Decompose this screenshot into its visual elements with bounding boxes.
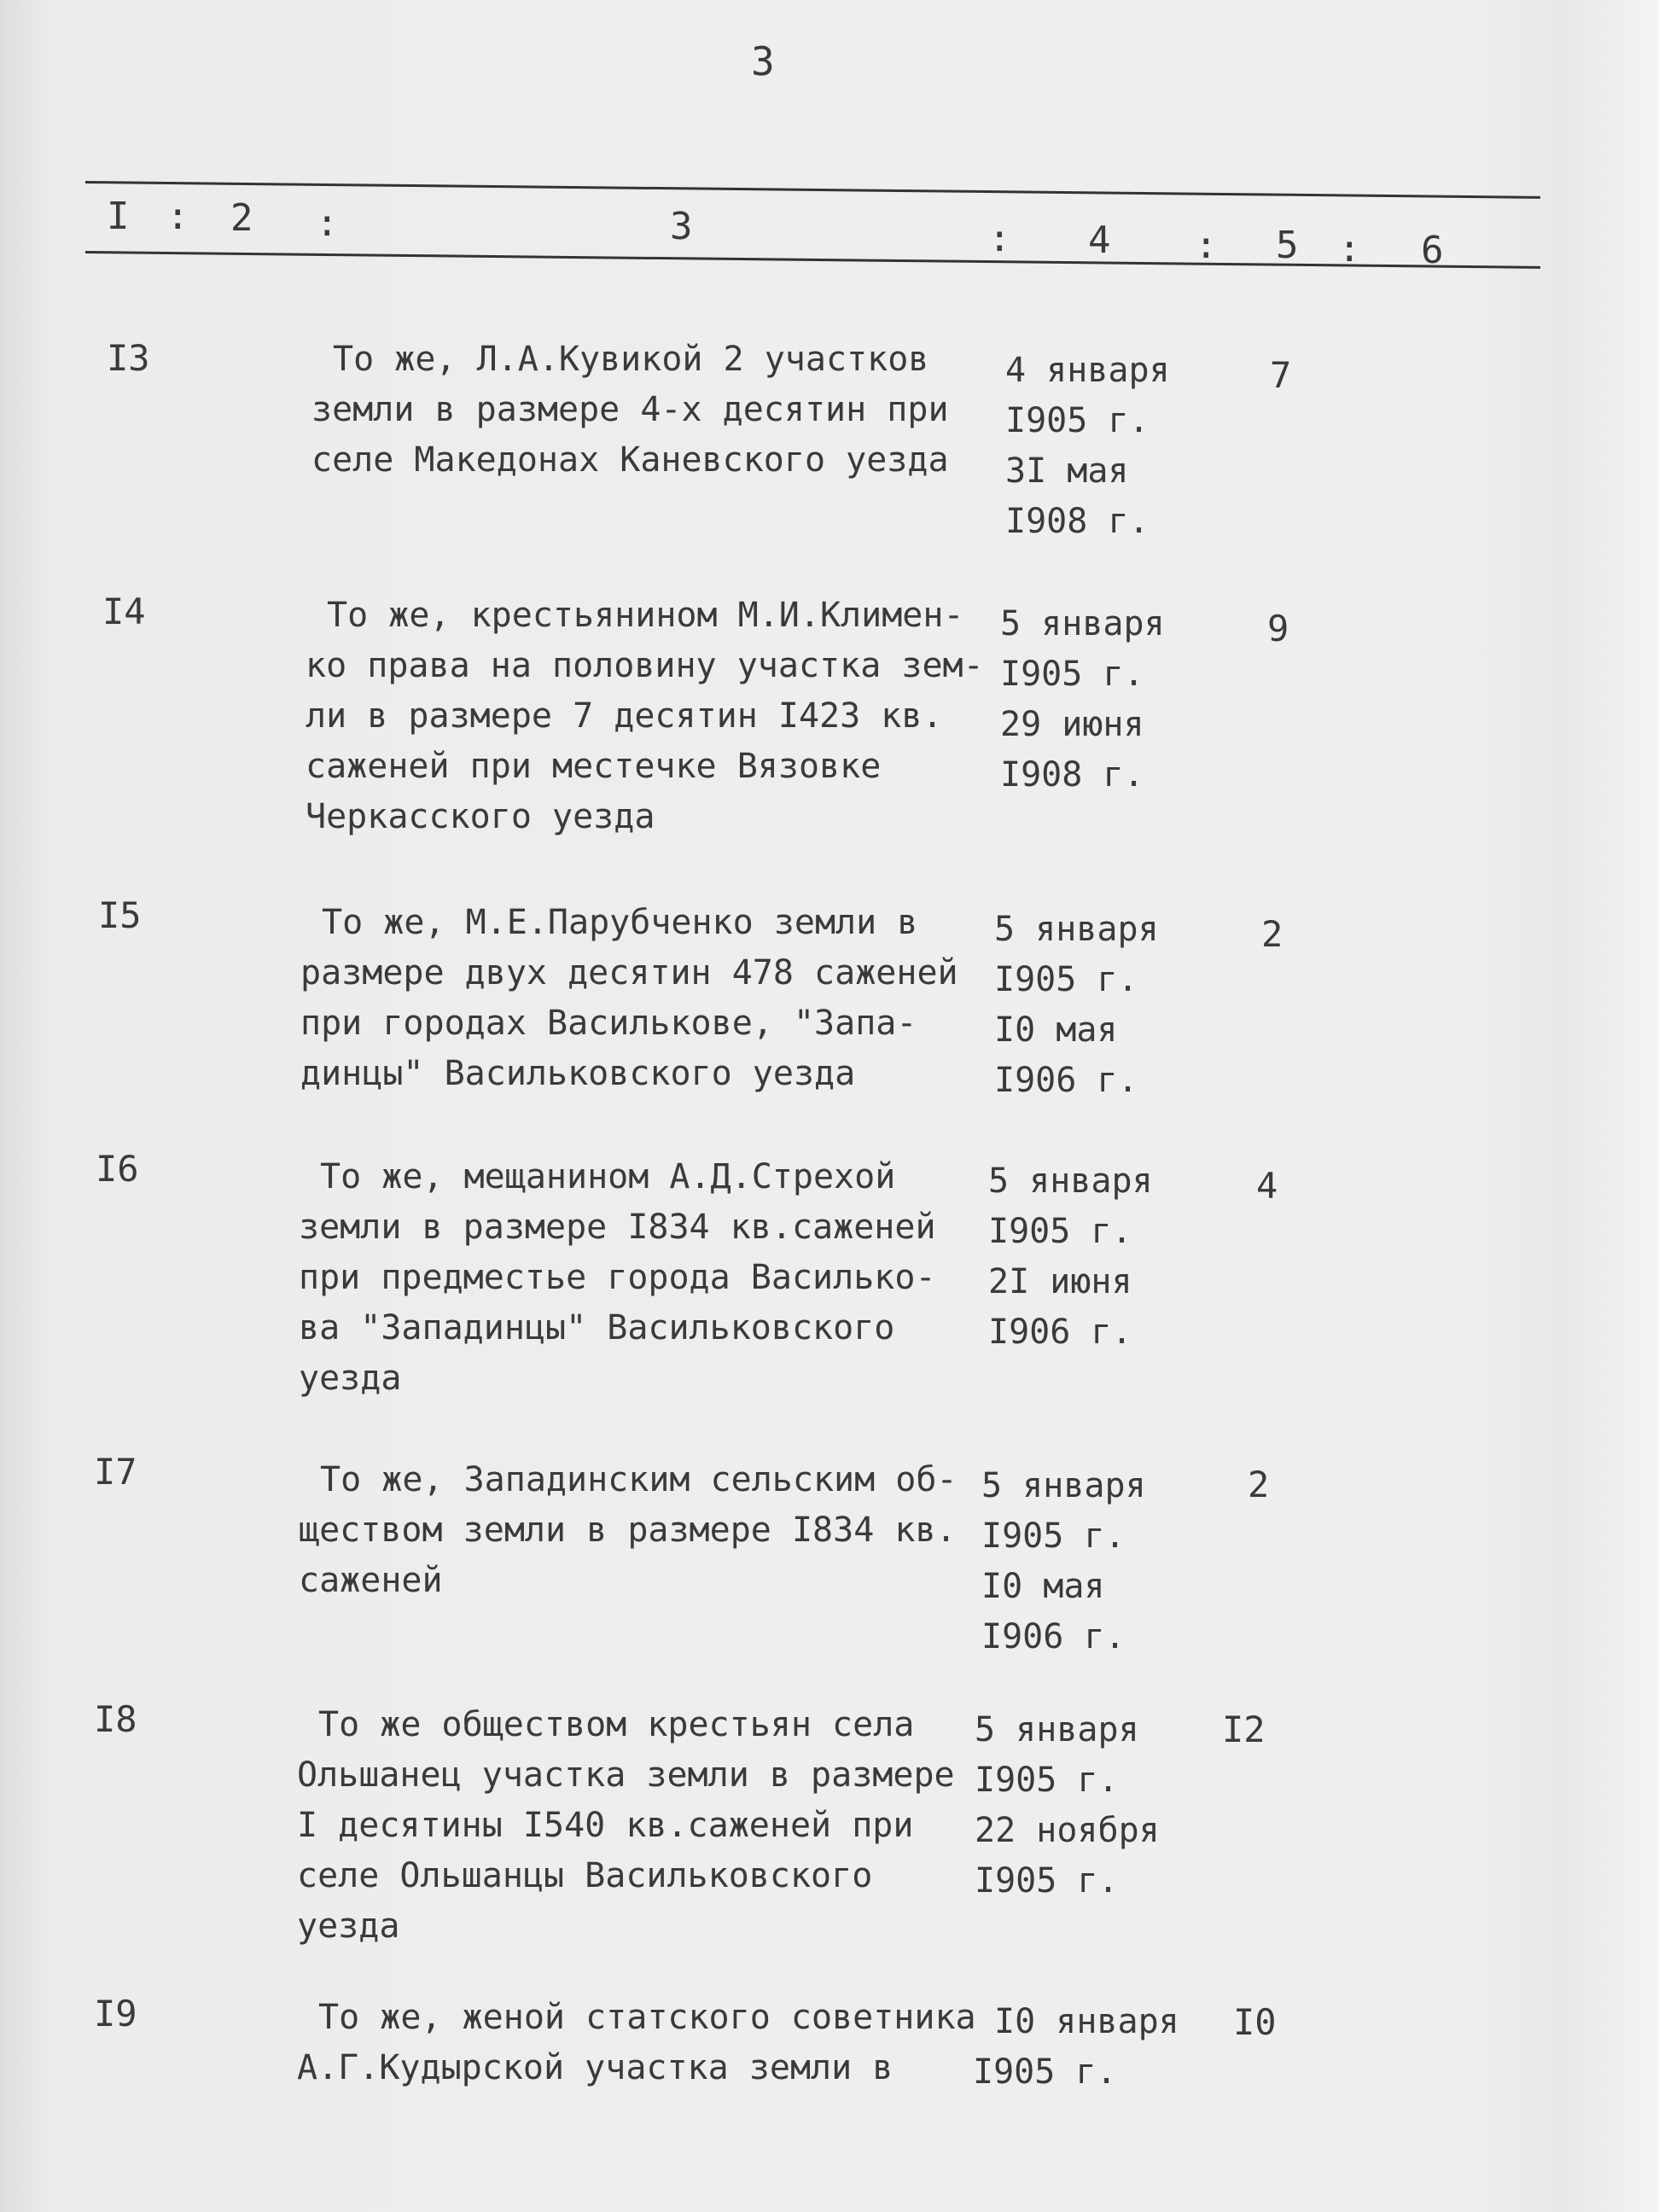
row-count: 4 bbox=[1256, 1165, 1278, 1207]
row-dates: 5 января I905 г. I0 мая I906 г. bbox=[981, 1466, 1146, 1656]
header-col-6: 6 bbox=[1421, 229, 1444, 272]
header-col-3: 3 bbox=[670, 205, 693, 248]
header-separator: : bbox=[988, 217, 1011, 260]
header-col-4: 4 bbox=[1088, 218, 1111, 262]
row-description: То же, М.Е.Парубченко земли в размере двух десятин 478 саженей при городах Василькове, "Запа- динцы" Васильковского уезда bbox=[300, 903, 958, 1093]
row-dates: 5 января I905 г. 29 июня I908 г. bbox=[1000, 604, 1165, 795]
page-number: 3 bbox=[751, 38, 775, 84]
row-count: 2 bbox=[1248, 1464, 1270, 1505]
row-count: 7 bbox=[1270, 354, 1292, 396]
header-separator: : bbox=[166, 195, 189, 238]
row-description: То же, женой статского советника А.Г.Кудырской участка земли в bbox=[297, 1998, 976, 2087]
row-dates: 5 января I905 г. 2I июня I906 г. bbox=[988, 1161, 1153, 1352]
row-dates: I0 января I905 г. bbox=[973, 2002, 1179, 2092]
row-number: I4 bbox=[102, 591, 146, 632]
row-number: I3 bbox=[107, 337, 150, 379]
table-header-top-rule bbox=[85, 181, 1540, 199]
row-description: То же, мещанином А.Д.Стрехой земли в размере I834 кв.саженей при предместье города Василько- ва "Западинцы" Васильковского уезда bbox=[299, 1157, 936, 1398]
page-edge bbox=[1565, 0, 1659, 2212]
row-description: То же обществом крестьян села Ольшанец участка земли в размере I десятины I540 кв.саженей при селе Ольшанцы Васильковского уезда bbox=[297, 1705, 955, 1946]
row-number: I9 bbox=[94, 1993, 137, 2034]
header-separator: : bbox=[1195, 224, 1218, 267]
row-number: I7 bbox=[94, 1451, 137, 1493]
row-description: То же, Западинским сельским об- ществом земли в размере I834 кв. саженей bbox=[299, 1460, 958, 1600]
row-dates: 5 января I905 г. I0 мая I906 г. bbox=[994, 910, 1159, 1100]
row-number: I5 bbox=[98, 894, 142, 936]
table-header-bottom-rule bbox=[85, 251, 1540, 269]
row-count: 2 bbox=[1261, 913, 1284, 955]
row-count: 9 bbox=[1267, 608, 1289, 649]
header-separator: : bbox=[1338, 227, 1361, 271]
header-col-1: I bbox=[107, 195, 130, 238]
row-description: То же, Л.А.Кувикой 2 участков земли в размере 4-х десятин при селе Македонах Каневского уезда bbox=[311, 340, 949, 480]
row-count: I0 bbox=[1233, 2001, 1277, 2043]
header-col-2: 2 bbox=[230, 196, 253, 240]
row-dates: 5 января I905 г. 22 ноября I905 г. bbox=[975, 1710, 1160, 1901]
header-separator: : bbox=[316, 201, 339, 245]
header-col-5: 5 bbox=[1276, 224, 1299, 267]
row-number: I8 bbox=[94, 1698, 137, 1740]
row-count: I2 bbox=[1222, 1708, 1266, 1750]
row-dates: 4 января I905 г. 3I мая I908 г. bbox=[1005, 351, 1170, 541]
row-description: То же, крестьянином М.И.Климен- ко права на половину участка зем- ли в размере 7 десятин I423 кв. саженей при местечке Вязовке Черкасского уезда bbox=[306, 596, 984, 836]
row-number: I6 bbox=[96, 1148, 139, 1190]
